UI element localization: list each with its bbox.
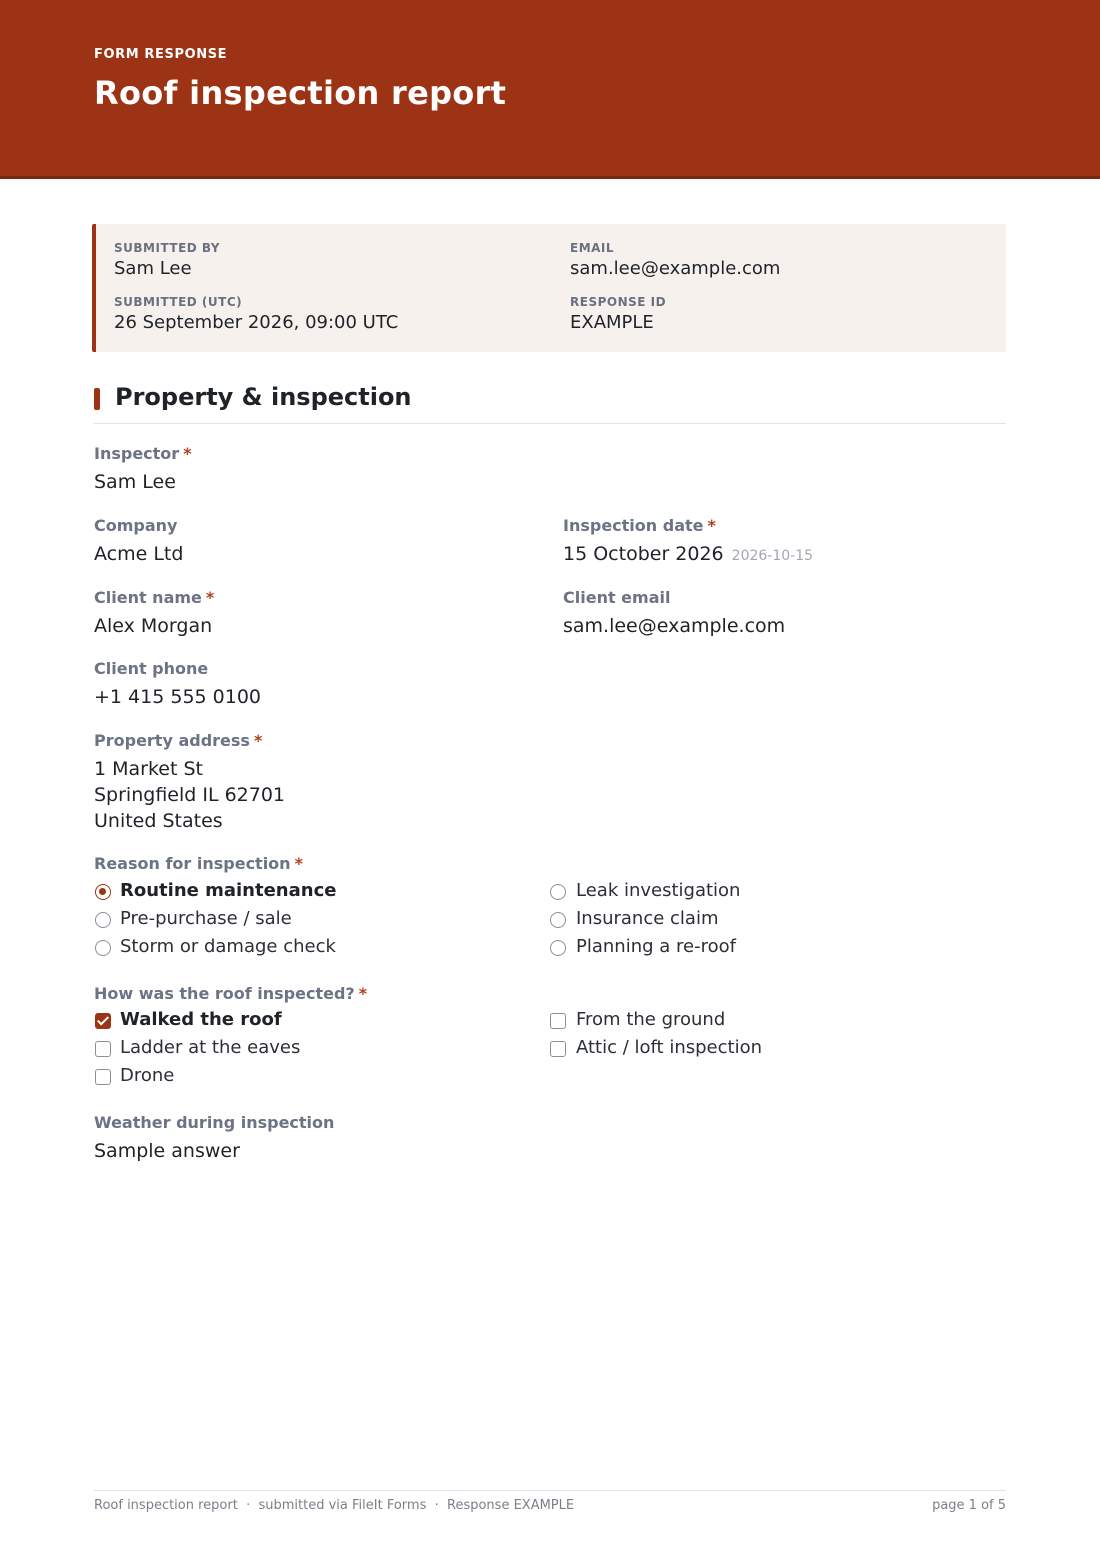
field-client-name (94, 588, 214, 639)
company-label: Company (94, 516, 178, 535)
section-title: Property & inspection (115, 383, 412, 411)
radio-insurance-claim[interactable] (550, 912, 566, 928)
section-accent-bar (94, 388, 100, 410)
form-response-eyebrow: FORM RESPONSE (94, 47, 228, 62)
inspection-date-label (563, 516, 813, 536)
report-header (0, 0, 1100, 179)
inspection-method-label-text: How was the roof inspected? (94, 984, 355, 1003)
option-drone[interactable]: Drone (120, 1065, 175, 1086)
footer-info: Roof inspection report · submitted via FileIt Forms · Response EXAMPLE (94, 1498, 575, 1513)
field-company (94, 516, 183, 567)
inspection-date-iso: 2026-10-15 (731, 548, 814, 564)
submitter-email (570, 241, 780, 280)
field-inspector (94, 444, 192, 495)
response-id (570, 295, 666, 334)
submitted-time-label: SUBMITTED (UTC) (114, 295, 243, 309)
required-marker: * (253, 731, 263, 750)
page-title: Roof inspection report (94, 74, 507, 112)
client-name-label (94, 588, 214, 608)
reason-label (94, 854, 303, 874)
inspector-label-text: Inspector (94, 444, 180, 463)
field-client-email (563, 588, 785, 639)
client-email-value[interactable]: sam.lee@example.com (563, 615, 786, 637)
required-marker: * (707, 516, 716, 535)
option-ladder-eaves[interactable]: Ladder at the eaves (120, 1037, 301, 1058)
address-line-2: Springfield IL 62701 (94, 784, 286, 806)
client-phone-value: +1 415 555 0100 (94, 686, 262, 708)
weather-value: Sample answer (94, 1140, 240, 1162)
option-leak-investigation[interactable]: Leak investigation (576, 880, 741, 901)
property-address-label (94, 731, 285, 751)
field-reason (94, 854, 303, 874)
radio-storm-damage[interactable] (95, 940, 111, 956)
checkbox-drone[interactable] (95, 1069, 111, 1085)
client-email-label: Client email (563, 588, 671, 607)
submitted-by-value: Sam Lee (114, 258, 192, 279)
radio-routine-maintenance[interactable] (95, 884, 111, 900)
option-re-roof[interactable]: Planning a re-roof (576, 936, 736, 957)
submitted-time (114, 295, 398, 334)
email-value[interactable]: sam.lee@example.com (570, 258, 781, 279)
property-address-value (94, 756, 285, 834)
checkbox-walked-roof[interactable] (95, 1013, 111, 1029)
checkbox-ladder-eaves[interactable] (95, 1041, 111, 1057)
required-marker: * (183, 444, 192, 463)
response-id-label: RESPONSE ID (570, 295, 667, 309)
submitted-time-value: 26 September 2026, 09:00 UTC (114, 312, 399, 333)
option-storm-damage[interactable]: Storm or damage check (120, 936, 336, 957)
address-line-3: United States (94, 810, 223, 832)
page-number: page 1 of 5 (932, 1498, 1006, 1513)
required-marker: * (358, 984, 368, 1003)
company-value: Acme Ltd (94, 543, 184, 565)
option-attic-loft[interactable]: Attic / loft inspection (576, 1037, 762, 1058)
client-name-label-text: Client name (94, 588, 202, 607)
submission-meta-card (92, 224, 1006, 352)
inspection-date-value (563, 541, 813, 569)
section-heading (94, 382, 1006, 424)
email-label: EMAIL (570, 241, 615, 255)
inspection-date-label-text: Inspection date (563, 516, 704, 535)
checkbox-from-ground[interactable] (550, 1013, 566, 1029)
response-id-value: EXAMPLE (570, 312, 654, 333)
client-phone-label: Client phone (94, 659, 209, 678)
address-line-1: 1 Market St (94, 758, 203, 780)
option-walked-roof[interactable]: Walked the roof (120, 1009, 282, 1030)
checkbox-attic-loft[interactable] (550, 1041, 566, 1057)
field-client-phone (94, 659, 261, 710)
option-routine-maintenance[interactable]: Routine maintenance (120, 880, 337, 901)
option-insurance-claim[interactable]: Insurance claim (576, 908, 719, 929)
footer-divider (94, 1490, 1006, 1491)
submitted-by (114, 241, 220, 280)
inspection-date-text: 15 October 2026 (563, 543, 724, 565)
radio-re-roof[interactable] (550, 940, 566, 956)
inspection-method-label (94, 984, 367, 1004)
weather-label: Weather during inspection (94, 1113, 335, 1132)
property-address-label-text: Property address (94, 731, 250, 750)
radio-pre-purchase[interactable] (95, 912, 111, 928)
inspector-label (94, 444, 192, 464)
radio-leak-investigation[interactable] (550, 884, 566, 900)
client-name-value: Alex Morgan (94, 615, 213, 637)
reason-label-text: Reason for inspection (94, 854, 291, 873)
inspector-value: Sam Lee (94, 471, 176, 493)
option-from-ground[interactable]: From the ground (576, 1009, 726, 1030)
submitted-by-label: SUBMITTED BY (114, 241, 221, 255)
field-weather (94, 1113, 334, 1164)
option-pre-purchase[interactable]: Pre-purchase / sale (120, 908, 292, 929)
field-inspection-method (94, 984, 367, 1004)
required-marker: * (205, 588, 215, 607)
field-property-address (94, 731, 285, 834)
field-inspection-date (563, 516, 813, 569)
required-marker: * (294, 854, 303, 873)
